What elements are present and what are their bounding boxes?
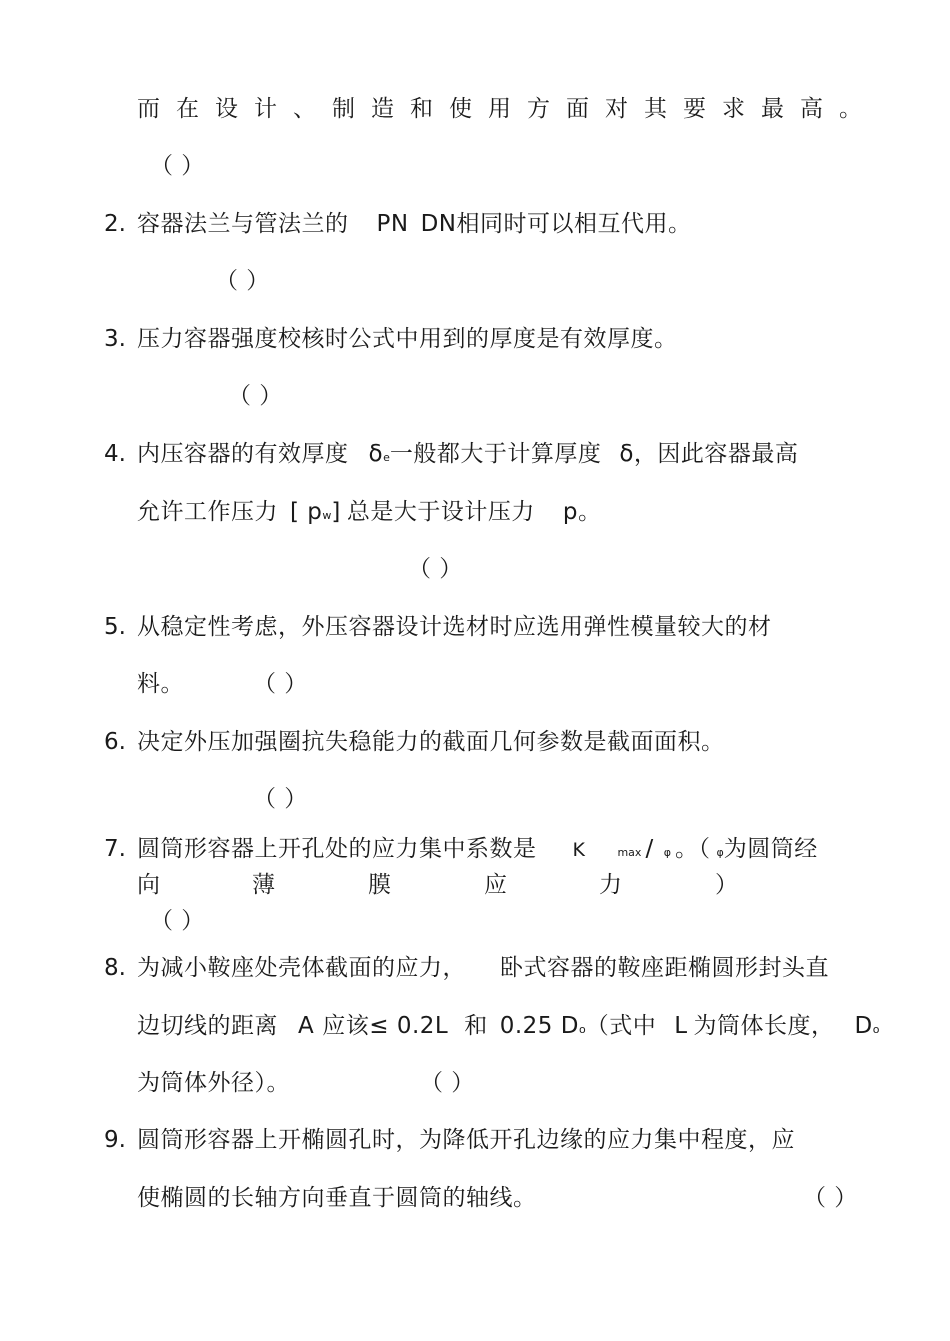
q4-e-sub: e xyxy=(383,451,390,464)
q2-text-d: 相同时可以相互代用。 xyxy=(456,211,692,237)
q8-o-sub2: o xyxy=(872,1023,880,1036)
q7-phi2: φ xyxy=(716,846,724,859)
q8-a: A xyxy=(298,1013,315,1039)
q6-number: 6. xyxy=(104,729,126,755)
q8-text-e: 0.25 D xyxy=(499,1013,579,1039)
q7-slash: / xyxy=(645,836,654,862)
q7-line2-char4: 应 xyxy=(484,872,508,898)
q4-p: p。 xyxy=(562,499,602,525)
q9-number: 9. xyxy=(104,1127,126,1153)
q2-pn: PN xyxy=(376,211,409,237)
q8-and: 和 xyxy=(464,1013,488,1039)
q4-text-d: 允许工作压力 xyxy=(137,499,278,525)
q7-number: 7. xyxy=(104,836,126,862)
q4-text-c: δ，因此容器最高 xyxy=(619,441,799,467)
q4-pw: [ p xyxy=(290,499,323,525)
q8-text-d: 应该≤ 0.2L xyxy=(322,1013,449,1039)
q3-number: 3. xyxy=(104,326,126,352)
q8-number: 8. xyxy=(104,955,126,981)
q6-line1: 决定外压加强圈抗失稳能力的截面几何参数是截面面积。 xyxy=(137,729,725,755)
q8-line3: 为筒体外径）。 xyxy=(137,1070,290,1096)
q7-line2-char3: 膜 xyxy=(368,872,392,898)
q2-line1 xyxy=(137,209,692,239)
q8-text-f: （式中 xyxy=(585,1013,657,1039)
q4-delta: δ xyxy=(368,441,384,467)
q7-phi1: φ xyxy=(663,846,671,859)
q7-text-b: 为圆筒经 xyxy=(723,836,818,862)
q7-circ: 。（ xyxy=(674,836,711,862)
q4-answer-bracket: （ ） xyxy=(408,556,463,582)
q8-text-a: 为减小鞍座处壳体截面的应力， xyxy=(137,955,466,981)
q7-max-sub: max xyxy=(617,846,642,859)
q8-text-b: 卧式容器的鞍座距椭圆形封头直 xyxy=(500,955,829,981)
q7-answer-bracket: （ ） xyxy=(150,908,205,934)
q7-text-a: 圆筒形容器上开孔处的应力集中系数是 xyxy=(137,836,537,862)
q4-text-a: 内压容器的有效厚度 xyxy=(137,441,349,467)
q9-line1: 圆筒形容器上开椭圆孔时，为降低开孔边缘的应力集中程度，应 xyxy=(137,1127,795,1153)
q2-text-a: 容器法兰与管法兰的 xyxy=(137,211,349,237)
q1-line1: 而在设计、制造和使用方面对其要求最高。 xyxy=(137,96,878,122)
q1-answer-bracket: （ ） xyxy=(150,153,205,179)
q4-text-b: 一般都大于计算厚度 xyxy=(389,441,602,467)
q8-answer-bracket: （ ） xyxy=(420,1070,475,1096)
q4-number: 4. xyxy=(104,441,126,467)
q8-o-sub: o xyxy=(578,1023,586,1036)
q3-answer-bracket: （ ） xyxy=(228,383,283,409)
q2-number: 2. xyxy=(104,211,126,237)
q8-text-c: 边切线的距离 xyxy=(137,1013,278,1039)
q5-line1: 从稳定性考虑，外压容器设计选材时应选用弹性模量较大的材 xyxy=(137,614,772,640)
q3-line1: 压力容器强度校核时公式中用到的厚度是有效厚度。 xyxy=(137,326,678,352)
q4-line1 xyxy=(137,439,798,473)
q9-answer-bracket: （ ） xyxy=(803,1185,858,1211)
q8-line2 xyxy=(137,1011,879,1045)
q8-d: D xyxy=(854,1013,873,1039)
q7-line1 xyxy=(137,834,818,868)
q7-line2-close: ） xyxy=(715,872,739,898)
q8-line1 xyxy=(137,953,829,983)
q4-w-sub: w xyxy=(322,509,332,522)
q4-line2 xyxy=(137,497,601,531)
q2-dn: DN xyxy=(420,211,457,237)
q7-k: K xyxy=(572,839,586,861)
q4-text-e: 总是大于设计压力 xyxy=(346,499,535,525)
q7-line2-char5: 力 xyxy=(599,872,623,898)
q5-line2: 料。 xyxy=(137,671,184,697)
q5-number: 5. xyxy=(104,614,126,640)
q8-text-g: 为筒体长度， xyxy=(693,1013,835,1039)
q5-answer-bracket: （ ） xyxy=(253,671,308,697)
q7-line2-char2: 薄 xyxy=(252,872,276,898)
q9-line2: 使椭圆的长轴方向垂直于圆筒的轴线。 xyxy=(137,1185,537,1211)
q6-answer-bracket: （ ） xyxy=(253,786,308,812)
q7-line2-char1: 向 xyxy=(137,872,161,898)
q2-answer-bracket: （ ） xyxy=(215,268,270,294)
q8-l: L xyxy=(674,1013,688,1039)
q4-pw-close: ] xyxy=(331,499,341,525)
